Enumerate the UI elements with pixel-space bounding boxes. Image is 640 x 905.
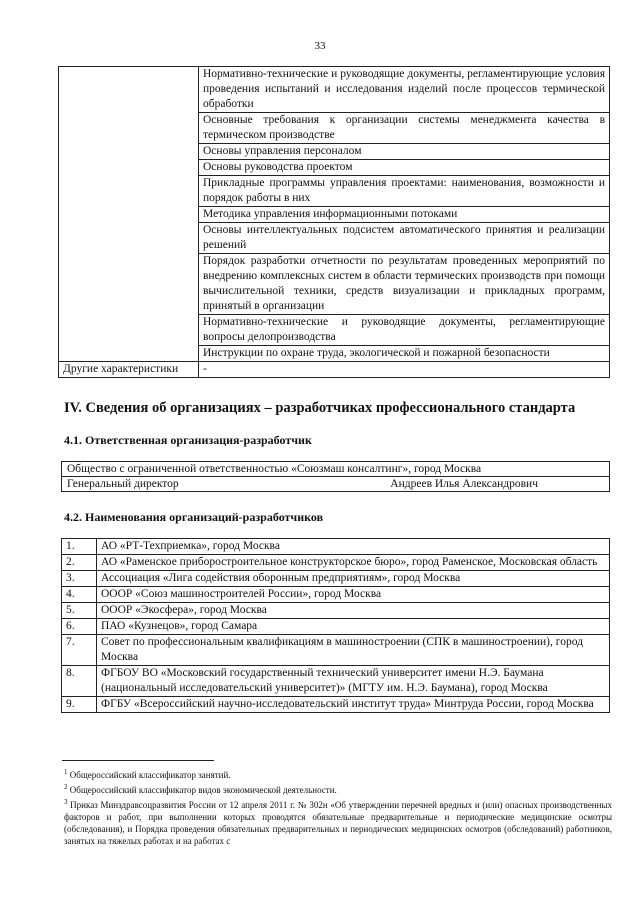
other-characteristics-label: Другие характеристики [59,362,199,378]
table-cell: Основы руководства проектом [199,160,610,176]
table-row [62,697,610,713]
table-row [62,666,610,697]
developer-organizations-table [61,538,610,713]
signatory-position: Генеральный директор [67,478,179,490]
table-cell: Порядок разработки отчетности по результатам проведенных мероприятий по внедрению комплексных систем в области термических производств при помощи вычислительной техники, средств визуализации и прикладных программ, принятый в организации [199,254,610,315]
table-row [62,539,610,555]
section-4-2-title: 4.2. Наименования организаций-разработчиков [64,510,324,524]
organization-name: АО «РТ-Техприемка», город Москва [97,539,610,555]
other-characteristics-value: - [199,362,610,378]
organization-name: Общество с ограниченной ответственностью «Союзмаш консалтинг», город Москва [62,462,610,477]
table-cell: Прикладные программы управления проектами: наименования, возможности и порядок работы в них [199,176,610,207]
footnotes [64,766,612,847]
organization-name: ОООР «Союз машиностроителей России», город Москва [97,587,610,603]
footnote-mark: 3 [64,798,68,806]
footnote-mark: 1 [64,768,68,776]
table-row [62,477,610,492]
empty-label-cell [59,67,199,362]
table-row [62,555,610,571]
row-number: 6. [62,619,97,635]
footnote-text: Общероссийский классификатор видов экономической деятельности. [67,785,337,795]
row-number: 8. [62,666,97,697]
responsible-organization-table [61,461,610,492]
table-cell: Методика управления информационными потоками [199,207,610,223]
section-4-title: IV. Сведения об организациях – разработчиках профессионального стандарта [64,400,576,416]
footnote-text: Приказ Минздравсоцразвития России от 12 апреля 2011 г. № 302н «Об утверждении перечней вредных и (или) опасных производственных факторов и работ, при выполнении которых проводятся обязательные предварительные и периодические медицинские осмотры (обследования), и Порядка проведения обязательных предварительных и периодических медицинских осмотров (обследований) работников, занятых на тяжелых работах и на работах с [64,800,612,846]
organization-name: ПАО «Кузнецов», город Самара [97,619,610,635]
table-row [62,571,610,587]
footnote-mark: 2 [64,783,68,791]
table-row [62,619,610,635]
table-cell: Инструкции по охране труда, экологической и пожарной безопасности [199,346,610,362]
footnote [64,796,612,847]
table-row [59,67,610,113]
row-number: 1. [62,539,97,555]
row-number: 7. [62,635,97,666]
table-cell: Нормативно-технические и руководящие документы, регламентирующие условия проведения испытаний и исследования изделий после процессов термической обработки [199,67,610,113]
row-number: 4. [62,587,97,603]
table-row [62,603,610,619]
footnote-text: Общероссийский классификатор занятий. [67,770,231,780]
section-4-1-title: 4.1. Ответственная организация-разработчик [64,433,312,447]
signatory-cell [62,477,610,492]
row-number: 9. [62,697,97,713]
row-number: 2. [62,555,97,571]
requirements-table [58,66,610,378]
footnote-separator [62,760,214,761]
table-row [62,587,610,603]
organization-name: ОООР «Экосфера», город Москва [97,603,610,619]
row-number: 3. [62,571,97,587]
footnote [64,766,612,781]
table-cell: Основы управления персоналом [199,144,610,160]
organization-name: Совет по профессиональным квалификациям в машиностроении (СПК в машиностроении), город Москва [97,635,610,666]
table-row [62,462,610,477]
footnote [64,781,612,796]
organization-name: ФГБОУ ВО «Московский государственный технический университет имени Н.Э. Баумана (национальный исследовательский университет)» (МГТУ им. Н.Э. Баумана), город Москва [97,666,610,697]
organization-name: АО «Раменское приборостроительное конструкторское бюро», город Раменское, Московская область [97,555,610,571]
table-row [59,362,610,378]
page-number: 33 [314,40,326,52]
signatory-name: Андреев Илья Александрович [390,478,538,490]
table-cell: Основные требования к организации системы менеджмента качества в термическом производстве [199,113,610,144]
organization-name: Ассоциация «Лига содействия оборонным предприятиям», город Москва [97,571,610,587]
organization-name: ФГБУ «Всероссийский научно-исследовательский институт труда» Минтруда России, город Москва [97,697,610,713]
table-cell: Нормативно-технические и руководящие документы, регламентирующие вопросы делопроизводства [199,315,610,346]
table-row [62,635,610,666]
table-cell: Основы интеллектуальных подсистем автоматического принятия и реализации решений [199,223,610,254]
row-number: 5. [62,603,97,619]
